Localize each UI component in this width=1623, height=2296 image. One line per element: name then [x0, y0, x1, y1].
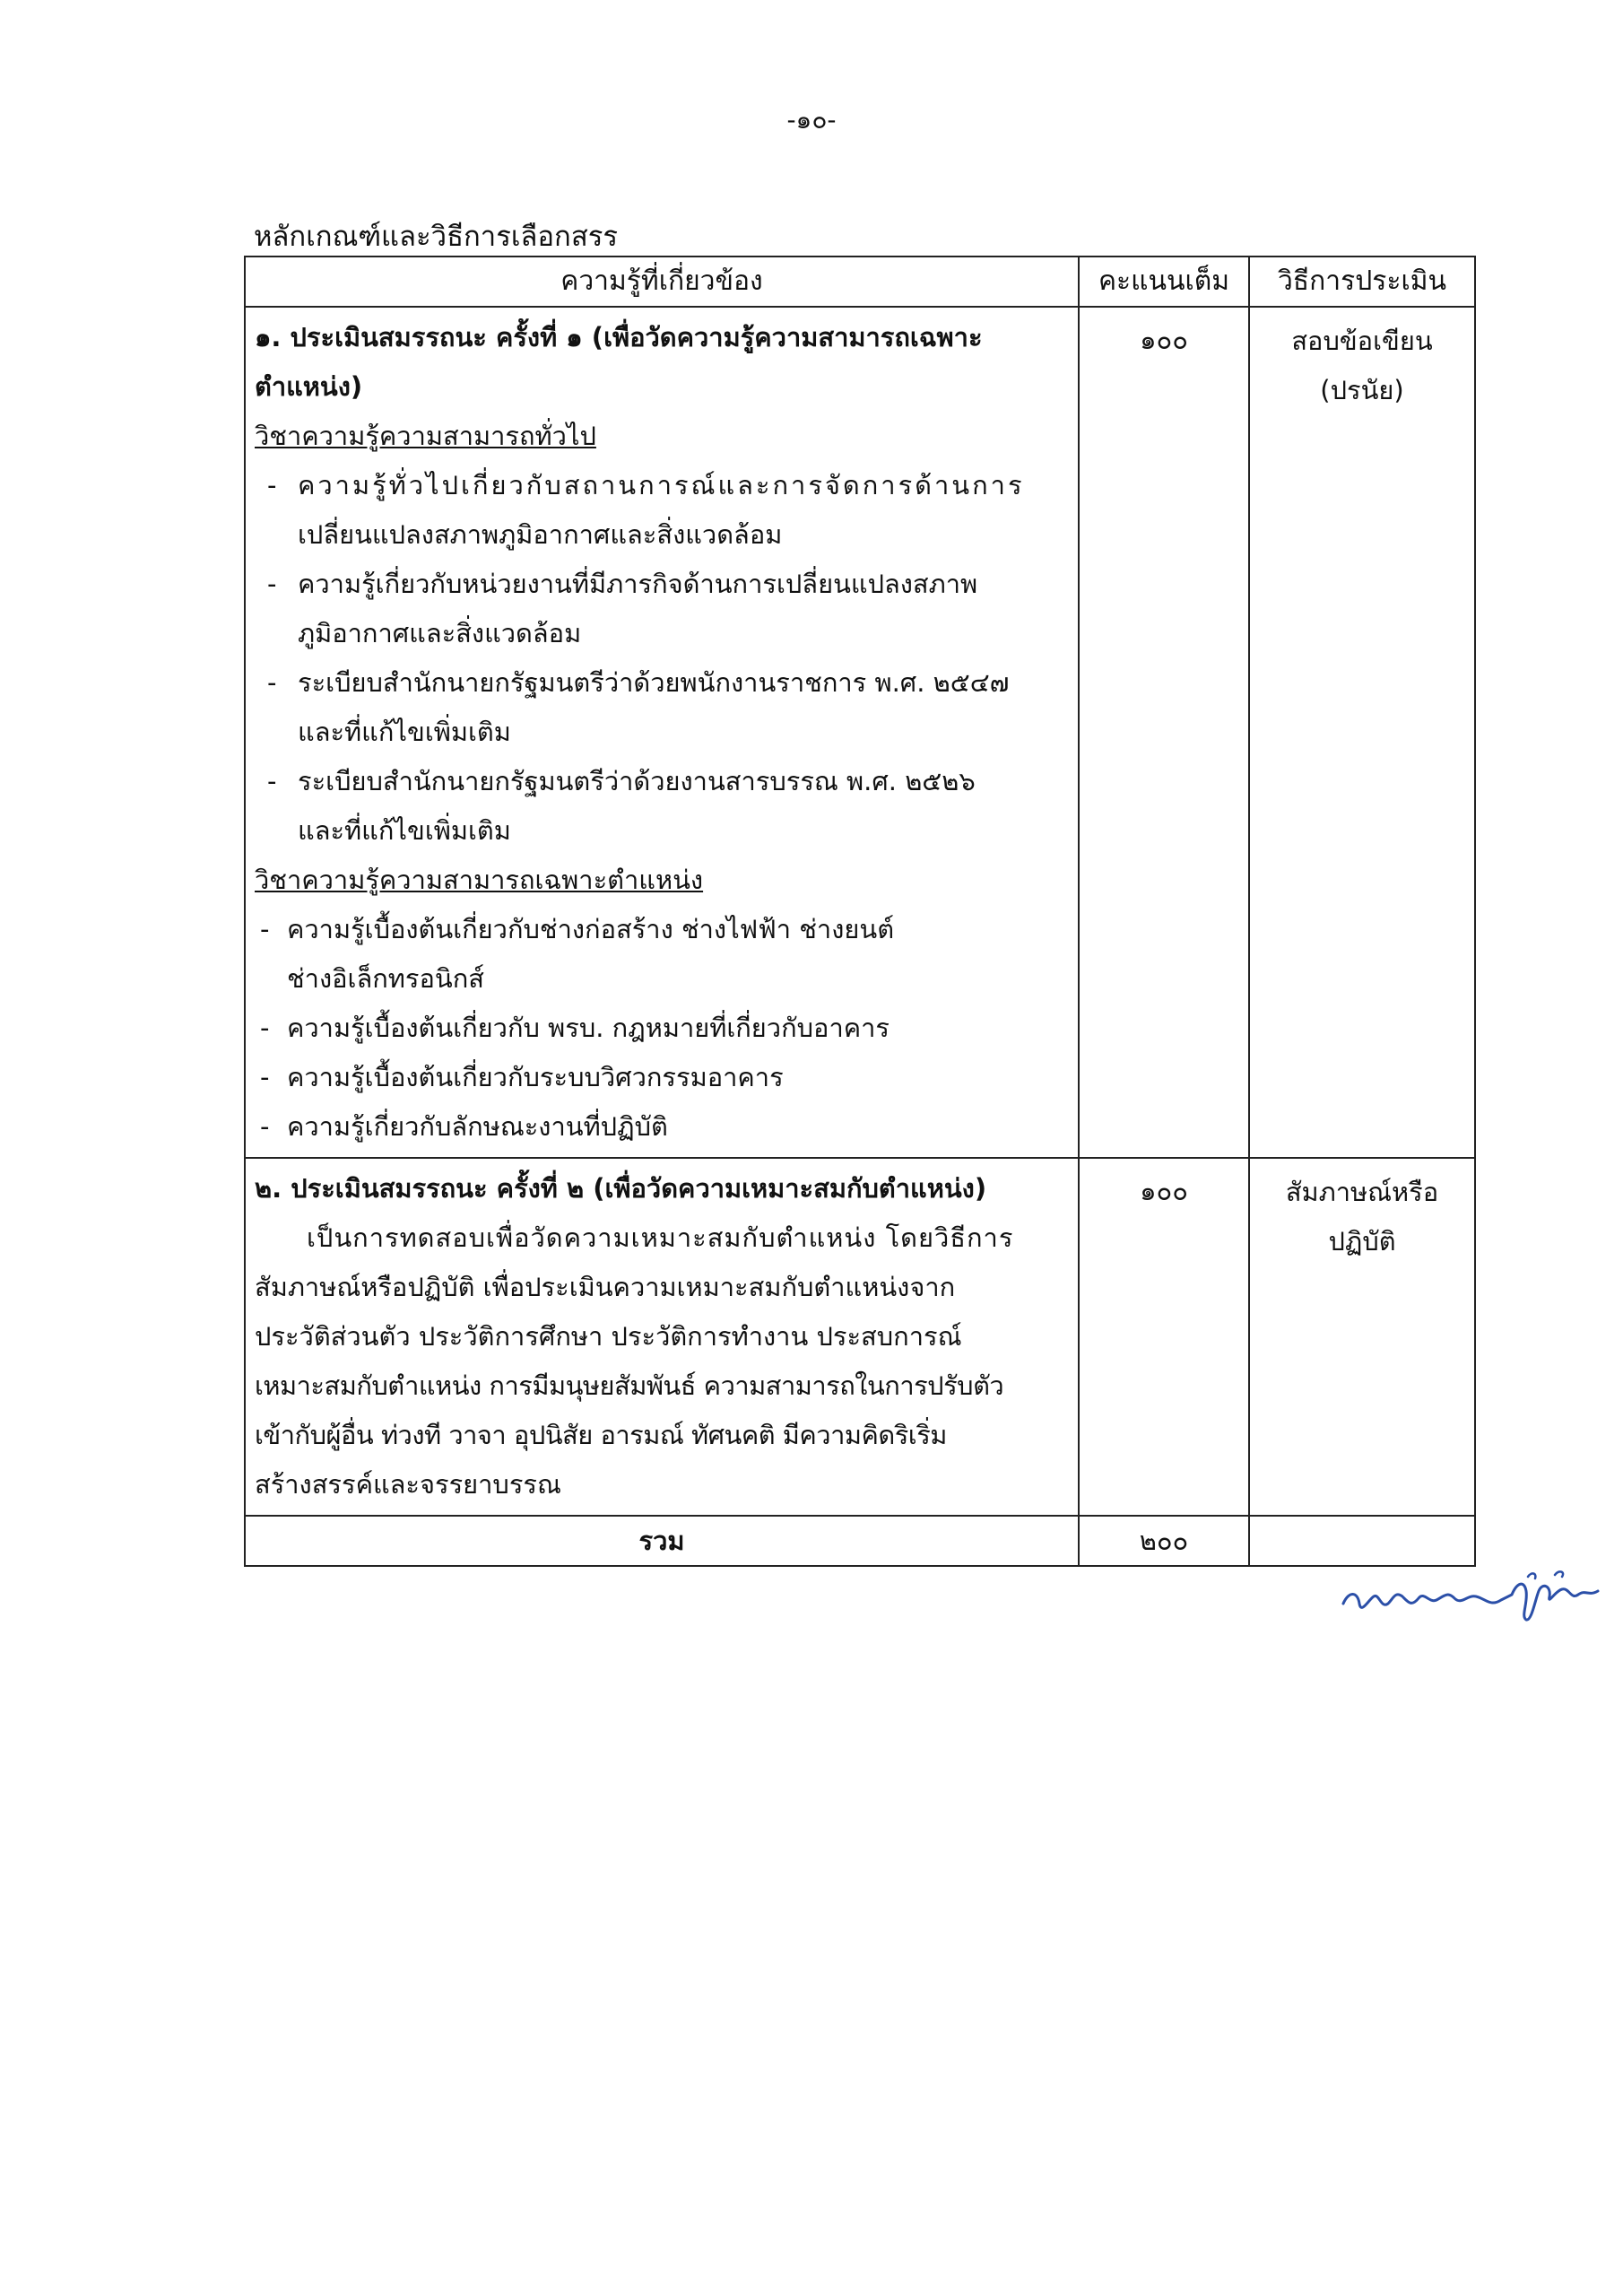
general-item-line: ความรู้เกี่ยวกับหน่วยงานที่มีภารกิจด้านการเปลี่ยนแปลงสภาพ: [298, 569, 978, 599]
assessment-2-score: ๑๐๐: [1079, 1158, 1249, 1516]
assessment-1-method: [1249, 307, 1475, 1158]
general-item-line: ระเบียบสำนักนายกรัฐมนตรีว่าด้วยพนักงานราชการ พ.ศ. ๒๕๔๗: [298, 667, 1010, 698]
subject-specific-title: วิชาความรู้ความสามารถเฉพาะตำแหน่ง: [255, 865, 704, 895]
assessment-1-heading-line2: ตำแหน่ง): [255, 371, 363, 402]
signature-accent: [1528, 1571, 1563, 1578]
bullet-dash: -: [260, 1062, 270, 1092]
general-item-line: ภูมิอากาศและสิ่งแวดล้อม: [298, 618, 582, 648]
table-row-assessment-1: [245, 307, 1475, 1158]
section-title: หลักเกณฑ์และวิธีการเลือกสรร: [254, 221, 619, 253]
assessment-2-body-line: ประวัติส่วนตัว ประวัติการศึกษา ประวัติการทำงาน ประสบการณ์: [255, 1321, 962, 1352]
assessment-2-body-line: เข้ากับผู้อื่น ท่วงที วาจา อุปนิสัย อารมณ์ ทัศนคติ มีความคิดริเริ่ม: [255, 1420, 947, 1450]
bullet-dash: -: [267, 667, 277, 698]
assessment-1-method-line1: สอบข้อเขียน: [1291, 326, 1433, 356]
assessment-1-knowledge: [245, 307, 1079, 1158]
general-item: [255, 461, 1069, 560]
general-item: [255, 560, 1069, 658]
bullet-dash: -: [267, 569, 277, 599]
bullet-dash: -: [260, 914, 270, 944]
specific-item-line: ความรู้เบื้องต้นเกี่ยวกับระบบวิศวกรรมอาคาร: [287, 1062, 784, 1092]
general-item-line: เปลี่ยนแปลงสภาพภูมิอากาศและสิ่งแวดล้อม: [298, 519, 783, 550]
specific-item-line: ช่างอิเล็กทรอนิกส์: [287, 963, 484, 994]
total-score: ๒๐๐: [1079, 1516, 1249, 1566]
total-label: รวม: [245, 1516, 1079, 1566]
assessment-2-body-line: สัมภาษณ์หรือปฏิบัติ เพื่อประเมินความเหมาะสมกับตำแหน่งจาก: [255, 1272, 956, 1302]
assessment-2-method-line2: ปฏิบัติ: [1328, 1226, 1396, 1257]
general-item-line: และที่แก้ไขเพิ่มเติม: [298, 717, 511, 747]
specific-item: [255, 1053, 1069, 1102]
general-item-line: ความรู้ทั่วไปเกี่ยวกับสถานการณ์และการจัดการด้านการ: [298, 470, 1025, 500]
specific-item-line: ความรู้เบื้องต้นเกี่ยวกับช่างก่อสร้าง ช่างไฟฟ้า ช่างยนต์: [287, 914, 895, 944]
header-score: คะแนนเต็ม: [1079, 257, 1249, 307]
total-method-empty: [1249, 1516, 1475, 1566]
bullet-dash: -: [267, 470, 277, 500]
general-item-line: และที่แก้ไขเพิ่มเติม: [298, 815, 511, 846]
bullet-dash: -: [260, 1111, 270, 1142]
handwritten-signature: [1336, 1564, 1605, 1627]
assessment-2-body-line: เหมาะสมกับตำแหน่ง การมีมนุษยสัมพันธ์ ความสามารถในการปรับตัว: [255, 1370, 1004, 1401]
criteria-table: [244, 256, 1476, 1567]
assessment-2-body-line: เป็นการทดสอบเพื่อวัดความเหมาะสมกับตำแหน่ง โดยวิธีการ: [307, 1222, 1014, 1253]
assessment-1-score: ๑๐๐: [1079, 307, 1249, 1158]
assessment-2-heading: ๒. ประเมินสมรรถนะ ครั้งที่ ๒ (เพื่อวัดความเหมาะสมกับตำแหน่ง): [255, 1173, 987, 1204]
table-header-row: [245, 257, 1475, 307]
specific-item-line: ความรู้เกี่ยวกับลักษณะงานที่ปฏิบัติ: [287, 1111, 668, 1142]
page-number: -๑๐-: [786, 105, 837, 135]
assessment-2-method-line1: สัมภาษณ์หรือ: [1285, 1177, 1439, 1207]
assessment-1-method-line2: (ปรนัย): [1320, 375, 1404, 405]
bullet-dash: -: [267, 766, 277, 796]
subject-general-title: วิชาความรู้ความสามารถทั่วไป: [255, 421, 596, 451]
assessment-1-heading-line1: ๑. ประเมินสมรรถนะ ครั้งที่ ๑ (เพื่อวัดความรู้ความสามารถเฉพาะ: [255, 322, 983, 352]
header-method: วิธีการประเมิน: [1249, 257, 1475, 307]
assessment-2-knowledge: [245, 1158, 1079, 1516]
table-row-assessment-2: [245, 1158, 1475, 1516]
assessment-2-body-line: สร้างสรรค์และจรรยาบรรณ: [255, 1469, 561, 1500]
specific-item-line: ความรู้เบื้องต้นเกี่ยวกับ พรบ. กฎหมายที่เกี่ยวกับอาคาร: [287, 1013, 890, 1043]
header-knowledge: ความรู้ที่เกี่ยวข้อง: [245, 257, 1079, 307]
general-item: [255, 658, 1069, 757]
bullet-dash: -: [260, 1013, 270, 1043]
specific-item: [255, 1004, 1069, 1053]
general-item-line: ระเบียบสำนักนายกรัฐมนตรีว่าด้วยงานสารบรรณ พ.ศ. ๒๕๒๖: [298, 766, 976, 796]
table-row-total: [245, 1516, 1475, 1566]
general-item: [255, 757, 1069, 856]
assessment-2-method: [1249, 1158, 1475, 1516]
specific-item: [255, 1102, 1069, 1152]
signature-stroke: [1343, 1584, 1598, 1620]
specific-item: [255, 905, 1069, 1004]
